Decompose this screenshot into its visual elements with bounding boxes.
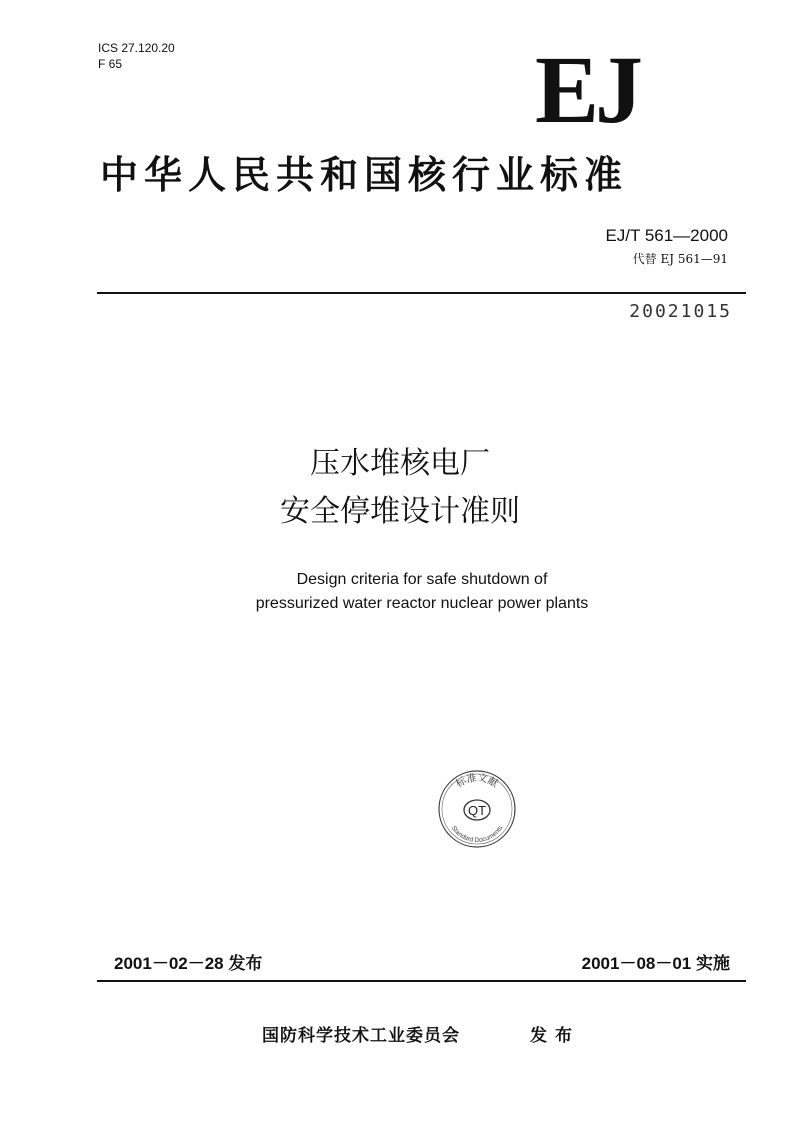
title-zh-line2: 安全停堆设计准则 (280, 494, 520, 529)
replaces-note: 代替 EJ 561—91 (632, 252, 728, 266)
svg-text:QT: QT (467, 803, 487, 818)
issuing-authority: 国防科学技术工业委员会 (262, 1026, 460, 1046)
standard-title: 中华人民共和国核行业标准 (100, 153, 629, 197)
top-divider (97, 292, 746, 294)
ics-code: ICS 27.120.20 (98, 41, 175, 55)
document-title-en (0, 568, 800, 616)
document-title-zh (0, 440, 800, 536)
bottom-divider (97, 980, 746, 982)
issue-date: 2001－02－28 发布 (114, 954, 263, 973)
svg-text:标准文献: 标准文献 (454, 772, 500, 791)
title-zh-line1: 压水堆核电厂 (310, 446, 490, 481)
classification-codes (98, 40, 175, 72)
standard-number: EJ/T 561—2000 (605, 226, 728, 245)
title-en-line2: pressurized water reactor nuclear power plants (255, 595, 589, 612)
publish-label: 发布 (530, 1026, 580, 1046)
library-stamp (436, 768, 518, 850)
ej-logo: EJ (535, 36, 640, 143)
stamp-seal-icon (436, 768, 518, 850)
svg-text:Standard Documents: Standard Documents (449, 824, 505, 845)
ccs-code: F 65 (98, 57, 123, 71)
implementation-date: 2001－08－01 实施 (581, 954, 730, 973)
title-en-line1: Design criteria for safe shutdown of (296, 571, 548, 588)
serial-number: 20021015 (629, 301, 732, 322)
